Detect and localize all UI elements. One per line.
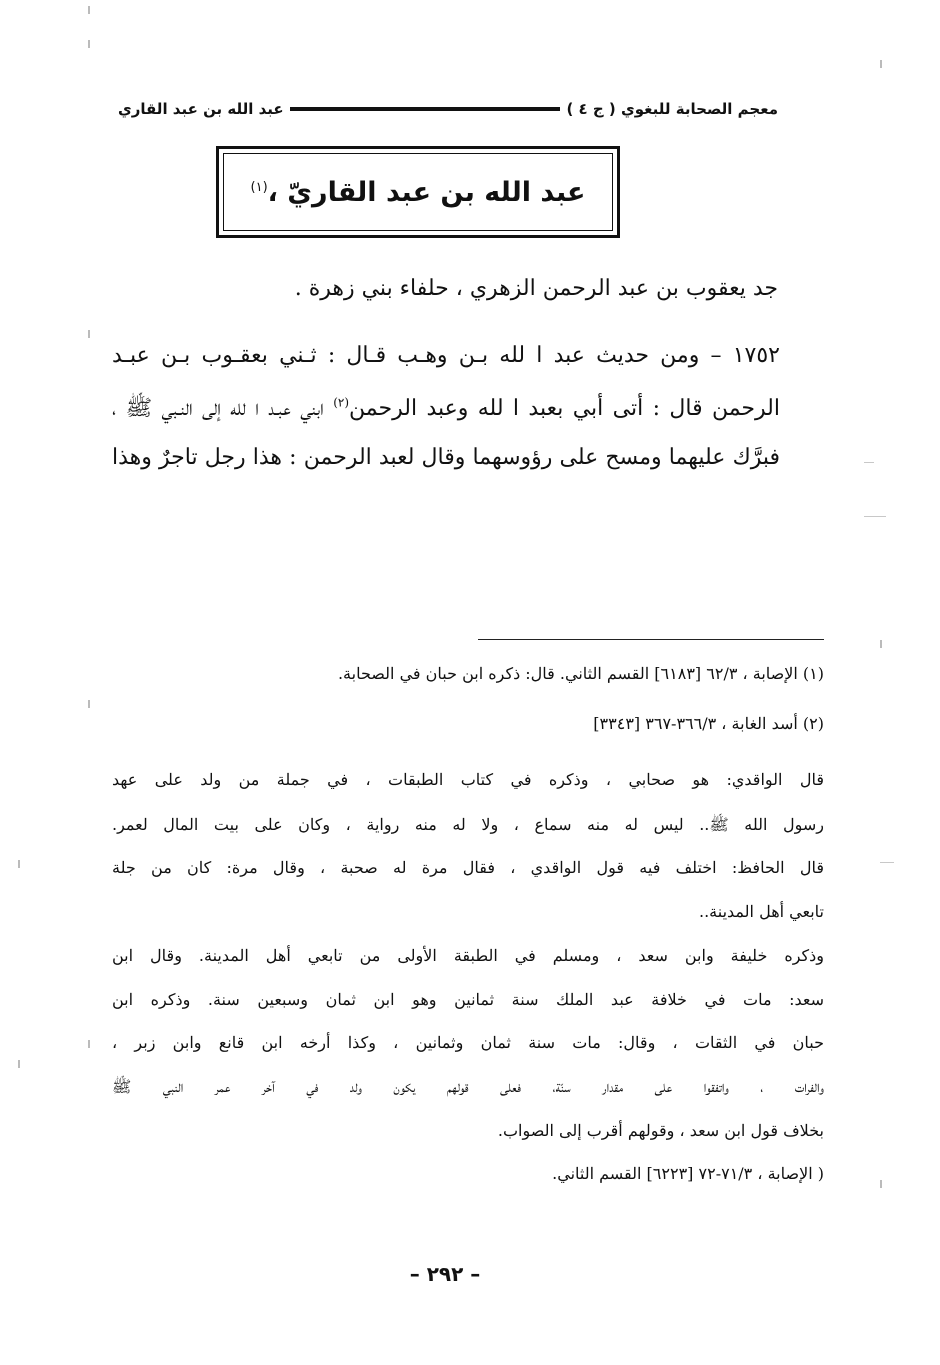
footnote-mark: (١) <box>250 179 268 195</box>
note-line: سعد: مات في خلافة عبد الملك سنة ثمانين وهو ابن ثمان وسبعين سنة. وذكره ابن <box>112 990 824 1009</box>
entry-title <box>251 177 586 208</box>
scan-mark <box>864 462 874 463</box>
main-line-part: الرحمن قال : أتى أبي بعبد ا لله وعبد الرحمن <box>349 396 780 421</box>
note-line: قال الواقدي: هو صحابي ، وذكره في كتاب الطبقات ، في جملة من ولد على عهد <box>112 770 825 789</box>
main-line <box>112 394 780 426</box>
main-line-part: ابني عبـد ا لله إلى النـبي ﷺ ، <box>112 396 334 421</box>
scan-mark <box>880 60 882 68</box>
main-line: فبرَّك عليهما ومسح على رؤوسهما وقال لعبد الرحمن : هذا رجل تاجرٌ وهذا <box>112 445 780 470</box>
scan-mark <box>88 40 90 48</box>
note-line: رسول الله ﷺ.. ليس له منه سماع ، ولا له منه رواية ، وكان على بيت المال لعمر. <box>112 815 824 834</box>
scan-mark <box>18 1060 20 1068</box>
scan-mark <box>88 700 90 708</box>
footnote-mark: (٢) <box>333 395 350 410</box>
note-line: ( الإصابة ، ٧١/٣-٧٢ [٦٢٢٣] القسم الثاني. <box>552 1164 824 1183</box>
entry-title-text: عبد الله بن عبد القاريّ ، <box>267 176 586 208</box>
main-line: جد يعقوب بن عبد الرحمن الزهري ، حلفاء بني زهرة . <box>294 276 778 301</box>
scan-mark <box>880 862 894 863</box>
scan-mark <box>88 6 90 14</box>
entry-title-box <box>216 146 620 238</box>
scan-mark <box>88 1040 90 1048</box>
main-line: ١٧٥٢ – ومن حديث عبد ا لله بـن وهـب قـال : ثـني بعقـوب بـن عبـد <box>112 343 780 368</box>
footnote-separator <box>478 639 824 640</box>
note-line: وذكره خليفة وابن سعد ، ومسلم في الطبقة الأولى من تابعي أهل المدينة. وقال ابن <box>112 946 824 965</box>
footnote: (١) الإصابة ، ٦٢/٣ [٦١٨٣] القسم الثاني. قال: ذكره ابن حبان في الصحابة. <box>337 664 824 683</box>
section-title: عبد الله بن عبد القاري <box>118 100 284 118</box>
scan-mark <box>864 516 886 517</box>
note-line: بخلاف قول ابن سعد ، وقولهم أقرب إلى الصواب. <box>497 1121 824 1140</box>
note-line: قال الحافظ: اختلف فيه قول الواقدي ، فقال مرة له صحبة ، وقال مرة: كان من جلة <box>112 858 824 877</box>
note-line: تابعي أهل المدينة.. <box>698 902 824 921</box>
book-title: معجم الصحابة للبغوي ( ج ٤ ) <box>566 100 778 118</box>
scan-mark <box>880 1180 882 1188</box>
header-rule <box>290 107 561 111</box>
footnote: (٢) أسد الغابة ، ٣٦٦/٣-٣٦٧ [٣٣٤٣] <box>593 714 824 733</box>
running-header <box>118 94 778 124</box>
page-number: – ٢٩٢ – <box>409 1262 481 1286</box>
note-line: حبان في الثقات ، وقال: مات سنة ثمان وثمانين ، وكذا أرخه ابن قانع وابن زبر ، <box>112 1033 824 1052</box>
scan-mark <box>18 860 20 868</box>
scan-mark <box>88 330 90 338</box>
note-line: والفرات ، واتفقوا على مقدار سنّة، فعلى قولهم يكون ولد في آخر عمر النبي ﷺ <box>112 1077 824 1096</box>
scan-mark <box>880 640 882 648</box>
